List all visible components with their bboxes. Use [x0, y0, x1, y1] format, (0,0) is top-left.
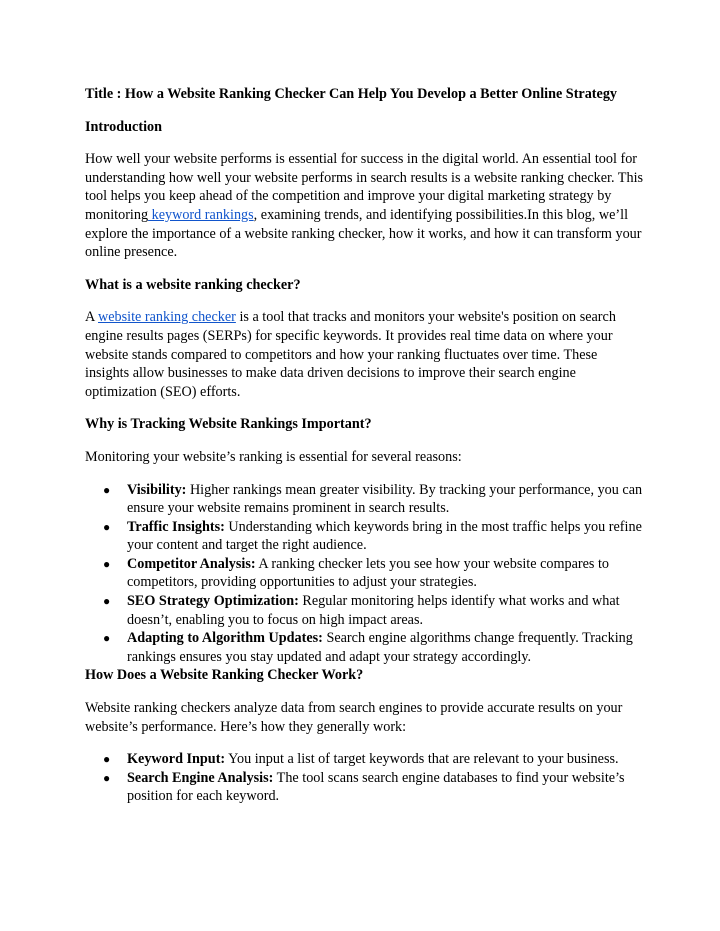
list-item [85, 481, 645, 518]
list-item-text: Higher rankings mean greater visibility. By tracking your performance, you can ensure your website remains prominent in search results. [127, 481, 643, 517]
bullet-icon: ● [103, 631, 111, 646]
list-item-text: You input a list of target keywords that are relevant to your business. [225, 751, 619, 768]
list-item [85, 555, 645, 592]
list-item-term: Traffic Insights: [127, 518, 225, 535]
bullet-icon: ● [103, 556, 111, 571]
list-item-term: Adapting to Algorithm Updates: [127, 630, 323, 647]
bullet-icon: ● [103, 594, 111, 609]
list-item-text: The tool scans search engine databases to find your website’s position for each keyword. [127, 769, 625, 805]
section-heading-what-is: What is a website ranking checker? [85, 276, 301, 293]
list-item-text: Search engine algorithms change frequently. Tracking rankings ensures you stay updated and adapt your strategy accordingly. [127, 630, 633, 665]
what-is-paragraph [85, 308, 645, 401]
section-heading-why-tracking: Why is Tracking Website Rankings Important? [85, 416, 372, 433]
bullet-icon: ● [103, 519, 111, 534]
how-intro-paragraph: Website ranking checkers analyze data from search engines to provide accurate results on your website’s performance. Here’s how they generally work: [85, 700, 623, 735]
document-page [85, 85, 645, 806]
why-intro-paragraph: Monitoring your website’s ranking is essential for several reasons: [85, 448, 462, 465]
list-item-term: Keyword Input: [127, 751, 226, 768]
intro-text-before: How well your website performs is essential for success in the digital world. An essential tool for understanding how well your website performs in search results is a website ranking checker. This tool helps you keep ahead of the competition and improve your digital marketing strategy by monitoring [85, 151, 644, 223]
list-item-text: Regular monitoring helps identify what works and what doesn’t, enabling you to focus on high impact areas. [127, 593, 620, 628]
how-steps-list [85, 750, 645, 806]
section-heading-introduction: Introduction [85, 118, 162, 135]
list-item [85, 629, 645, 666]
list-item-term: Search Engine Analysis: [127, 769, 274, 786]
list-item [85, 750, 645, 769]
intro-paragraph [85, 150, 645, 262]
website-ranking-checker-link[interactable]: website ranking checker [98, 309, 236, 326]
document-title: Title : How a Website Ranking Checker Can Help You Develop a Better Online Strategy [85, 86, 618, 102]
what-text-after: is a tool that tracks and monitors your website's position on search engine results pages (SERPs) for specific keywords. It provides real time data on where your website stands compared to competitors and how your ranking fluctuates over time. These insights allow businesses to make data driven decisions to improve their search engine optimization (SEO) efforts. [85, 309, 616, 400]
bullet-icon: ● [103, 482, 111, 497]
list-item-term: Competitor Analysis: [127, 555, 256, 572]
bullet-icon: ● [103, 752, 111, 767]
list-item-text: A ranking checker lets you see how your website compares to competitors, providing opportunities to adjust your strategies. [127, 555, 610, 591]
list-item [85, 518, 645, 555]
list-item-text: Understanding which keywords bring in the most traffic helps you refine your content and target the right audience. [127, 518, 642, 554]
list-item-term: SEO Strategy Optimization: [127, 593, 299, 610]
why-reasons-list [85, 481, 645, 667]
list-item-term: Visibility: [127, 481, 187, 498]
bullet-icon: ● [103, 770, 111, 785]
list-item [85, 592, 645, 629]
keyword-rankings-link[interactable]: keyword rankings [148, 206, 254, 223]
list-item [85, 769, 645, 806]
intro-text-after: , examining trends, and identifying possibilities.In this blog, we’ll explore the importance of a website ranking checker, how it works, and how it can transform your online presence. [85, 206, 642, 261]
what-text-before: A [85, 309, 99, 326]
section-heading-how-it-works: How Does a Website Ranking Checker Work? [85, 667, 364, 684]
